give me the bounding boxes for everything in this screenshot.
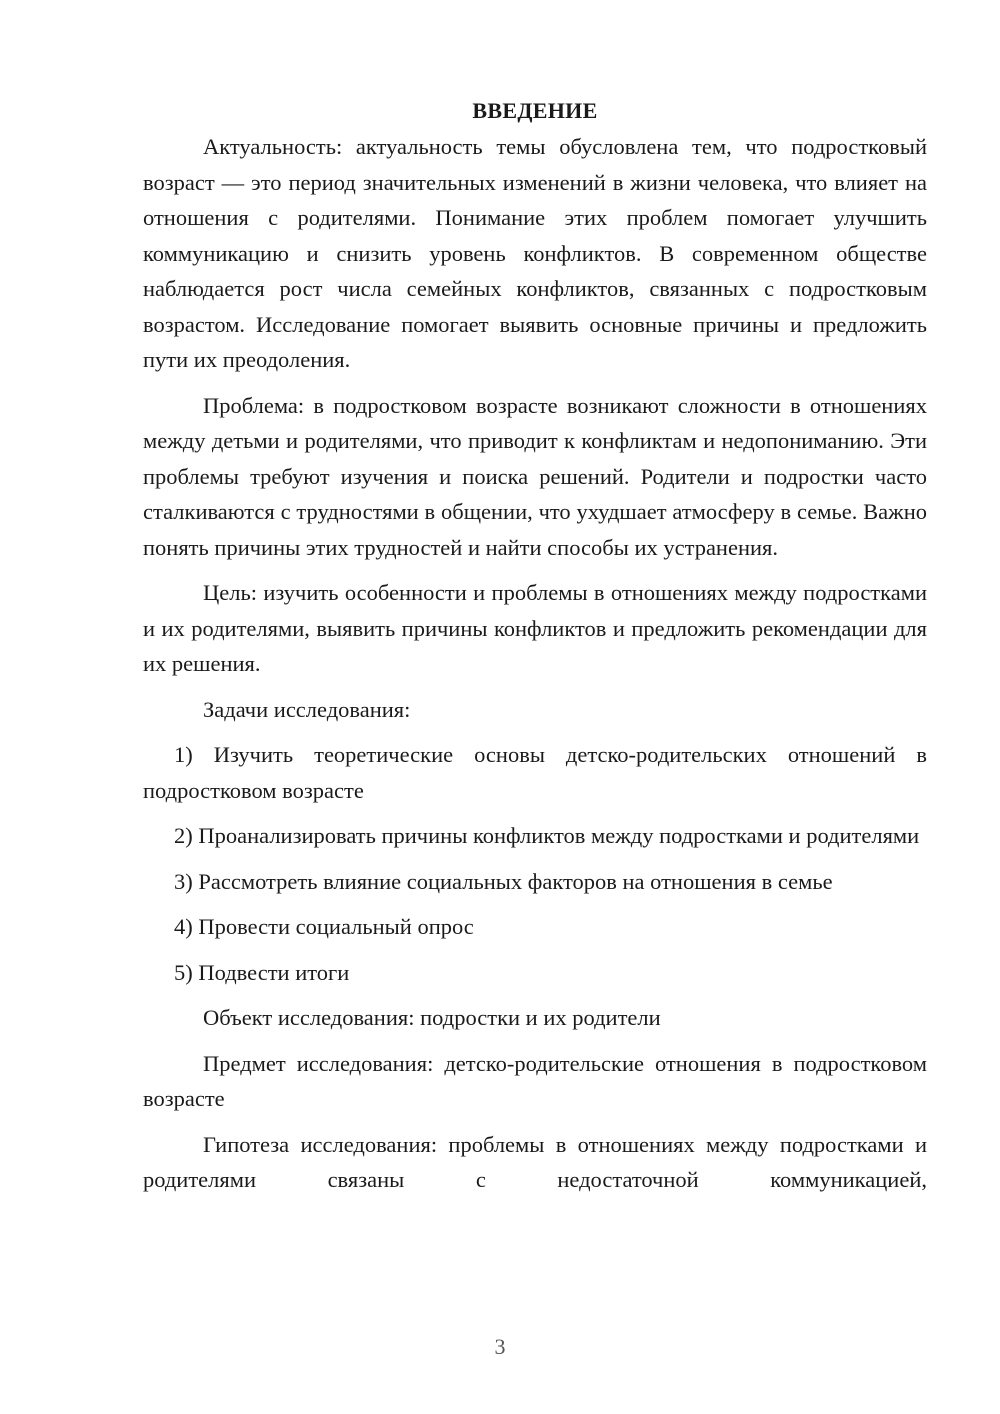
- object-paragraph: Объект исследования: подростки и их родители: [203, 1005, 661, 1030]
- page-title: ВВЕДЕНИЕ: [472, 98, 598, 123]
- tasks-heading: Задачи исследования:: [203, 696, 411, 722]
- task-item: 1) Изучить теоретические основы детско-родительских отношений в подростковом возрасте: [143, 742, 927, 803]
- goal-paragraph: Цель: изучить особенности и проблемы в отношениях между подростками и их родителями, выявить причины конфликтов и предложить рекомендации для их решения.: [143, 580, 927, 676]
- task-item: 5) Подвести итоги: [174, 959, 350, 985]
- task-item: 2) Проанализировать причины конфликтов между подростками и родителями: [174, 823, 920, 848]
- hypothesis-paragraph: Гипотеза исследования: проблемы в отношениях между подростками и родителями связаны с недостаточной коммуникацией,: [143, 1131, 927, 1192]
- problem-paragraph: Проблема: в подростковом возрасте возникают сложности в отношениях между детьми и родителями, что приводит к конфликтам и недопониманию. Эти проблемы требуют изучения и поиска решений. Родители и подростки часто сталкиваются с трудностями в общении, что ухудшает атмосферу в семье. Важно понять причины этих трудностей и найти способы их устранения.: [143, 392, 927, 560]
- page-number: 3: [494, 1334, 506, 1359]
- subject-paragraph: Предмет исследования: детско-родительские отношения в подростковом возрасте: [143, 1050, 927, 1111]
- task-item: 4) Провести социальный опрос: [174, 914, 474, 939]
- relevance-paragraph: Актуальность: актуальность темы обусловлена тем, что подростковый возраст — это период значительных изменений в жизни человека, что влияет на отношения с родителями. Понимание этих проблем помогает улучшить коммуникацию и снизить уровень конфликтов. В современном обществе наблюдается рост числа семейных конфликтов, связанных с подростковым возрастом. Исследование помогает выявить основные причины и предложить пути их преодоления.: [143, 134, 927, 372]
- task-item: 3) Рассмотреть влияние социальных факторов на отношения в семье: [174, 868, 833, 894]
- page-body: [143, 94, 927, 1198]
